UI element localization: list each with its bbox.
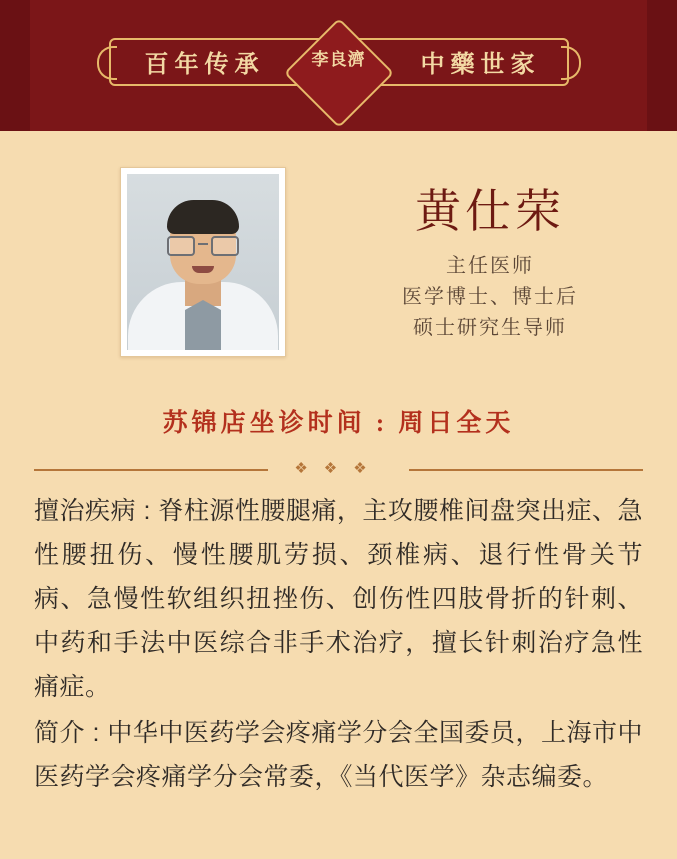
doctor-title-line: 硕士研究生导师: [413, 317, 567, 339]
doctor-titles: [330, 251, 650, 344]
divider-ornament-icon: ❖❖❖: [294, 460, 383, 477]
photo-glasses-bridge: [198, 243, 208, 245]
banner-right-text: 中藥世家: [420, 52, 541, 78]
photo-mouth: [192, 266, 214, 273]
description-block: [34, 489, 643, 799]
doctor-photo: [127, 174, 279, 350]
profile-section: [0, 131, 677, 395]
banner-corner-right: [647, 0, 677, 131]
brand-seal-icon: [283, 18, 393, 128]
photo-hair: [167, 200, 239, 234]
photo-glasses-right: [211, 236, 239, 256]
section-divider: [34, 455, 643, 485]
top-banner: [0, 0, 677, 131]
doctor-photo-frame: [120, 167, 286, 357]
clinic-schedule: 苏锦店坐诊时间 : 周日全天: [162, 410, 515, 437]
photo-glasses-left: [167, 236, 195, 256]
doctor-title-line: 主任医师: [446, 255, 534, 277]
brand-seal-text: 李良濟: [311, 50, 366, 69]
divider-line-left: [34, 469, 268, 471]
banner-corner-left: [0, 0, 30, 131]
banner-inner: [109, 26, 569, 96]
bio-text: 简介 : 中华中医药学会疼痛学分会全国委员，上海市中医药学会疼痛学分会常委，《当代医学》杂志编委。: [34, 719, 643, 791]
divider-line-right: [409, 469, 643, 471]
banner-left-text: 百年传承: [144, 52, 265, 78]
doctor-title-line: 医学博士、博士后: [402, 286, 578, 308]
specialty-text: 擅治疾病 : 脊柱源性腰腿痛，主攻腰椎间盘突出症、急性腰扭伤、慢性腰肌劳损、颈椎病、退行性骨关节病、急慢性软组织扭挫伤、创伤性四肢骨折的针刺、中药和手法中医综合非手术治疗，擅长针刺治疗急性痛症。: [34, 497, 643, 701]
doctor-name: 黄仕荣: [415, 186, 565, 237]
photo-shirt: [185, 300, 221, 350]
